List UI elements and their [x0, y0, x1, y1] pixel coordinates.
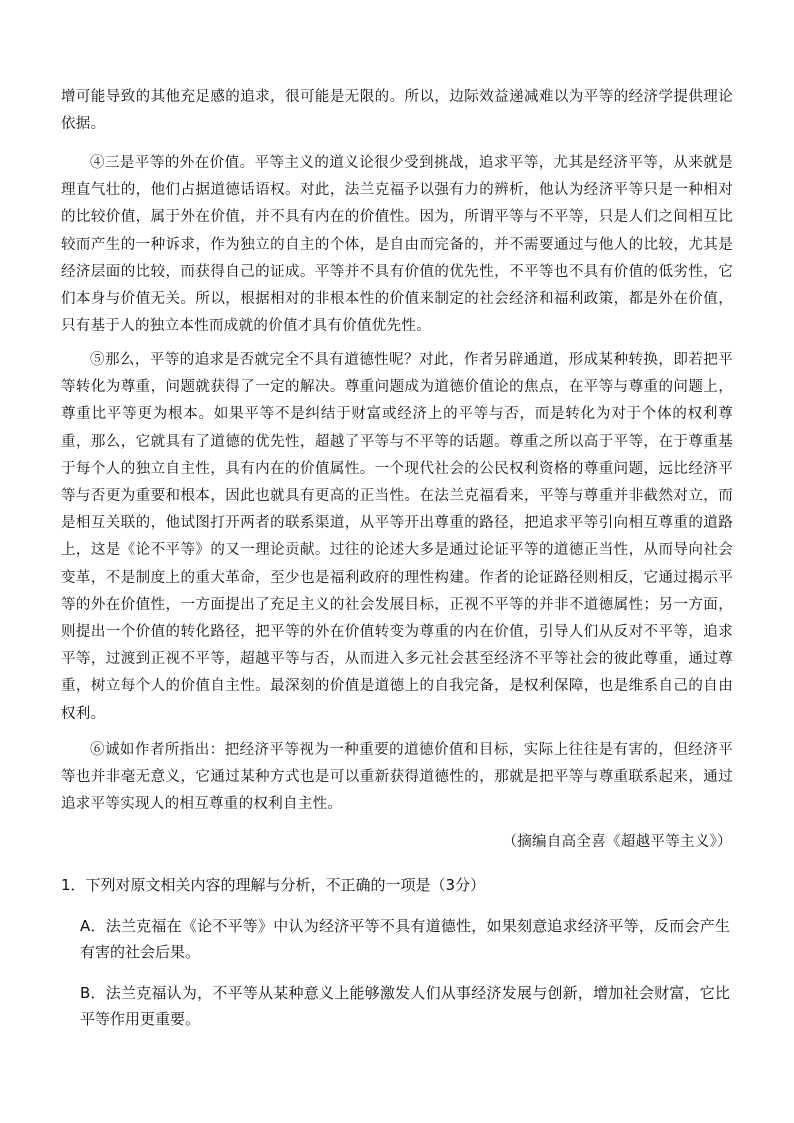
source-citation: （摘编自高全喜《超越平等主义》） — [502, 834, 732, 850]
question-1-option-a: A．法兰克福在《论不平等》中认为经济平等不具有道德性，如果刻意追求经济平等，反而会产生有害的社会后果。 — [80, 917, 730, 961]
passage-paragraph-5: ⑤那么，平等的追求是否就完全不具有道德性呢？对此，作者另辟通道，形成某种转换，即若把平等转化为尊重，问题就获得了一定的解决。尊重问题成为道德价值论的焦点，在平等与尊重的问题上，尊重比平等更为根本。如果平等不是纠结于财富或经济上的平等与否，而是转化为对于个体的权利尊重，那么，它就具有了道德的优先性，超越了平等与不平等的话题。尊重之所以高于平等，在于尊重基于每个人的独立自主性，具有内在的价值属性。一个现代社会的公民权利资格的尊重问题，远比经济平等与否更为重要和根本，因此也就具有更高的正当性。在法兰克福看来，平等与尊重并非截然对立，而是相互关联的，他试图打开两者的联系渠道，从平等开出尊重的路径，把追求平等引向相互尊重的道路上，这是《论不平等》的又一理论贡献。过往的论述大多是通过论证平等的道德正当性，从而导向社会变革，不是制度上的重大革命，至少也是福利政府的理性构建。作者的论证路径则相反，它通过揭示平等的外在价值性，一方面提出了充足主义的社会发展目标，正视不平等的并非不道德属性；另一方面，则提出一个价值的转化路径，把平等的外在价值转变为尊重的内在价值，引导人们从反对不平等，追求平等，过渡到正视不平等，超越平等与否，从而进入多元社会甚至经济不平等社会的彼此尊重，通过尊重，树立每个人的价值自主性。最深刻的价值是道德上的自我完备，是权利保障，也是维系自己的自由权利。 — [61, 352, 733, 722]
passage-paragraph-continued: 增可能导致的其他充足感的追求，很可能是无限的。所以，边际效益递减难以为平等的经济学提供理论依据。 — [61, 89, 733, 133]
passage-paragraph-4: ④三是平等的外在价值。平等主义的道义论很少受到挑战，追求平等，尤其是经济平等，从来就是理直气壮的，他们占据道德话语权。对此，法兰克福予以强有力的辨析，他认为经济平等只是一种相对的比较价值，属于外在价值，并不具有内在的价值性。因为，所谓平等与不平等，只是人们之间相互比较而产生的一种诉求，作为独立的自主的个体，是自由而完备的，并不需要通过与他人的比较，尤其是经济层面的比较，而获得自己的证成。平等并不具有价值的优先性，不平等也不具有价值的低劣性，它们本身与价值无关。所以，根据相对的非根本性的价值来制定的社会经济和福利政策，都是外在价值，只有基于人的独立本性而成就的价值才具有价值优先性。 — [61, 155, 733, 335]
question-1-stem: 1．下列对原文相关内容的理解与分析，不正确的一项是（3分） — [61, 876, 486, 894]
passage-paragraph-6: ⑥诚如作者所指出：把经济平等视为一种重要的道德价值和目标，实际上往往是有害的，但经济平等也并非毫无意义，它通过某种方式也是可以重新获得道德性的，那就是把平等与尊重联系起来，通过追求平等实现人的相互尊重的权利自主性。 — [61, 742, 733, 813]
question-1-option-b: B．法兰克福认为，不平等从某种意义上能够激发人们从事经济发展与创新，增加社会财富，它比平等作用更重要。 — [80, 984, 730, 1028]
